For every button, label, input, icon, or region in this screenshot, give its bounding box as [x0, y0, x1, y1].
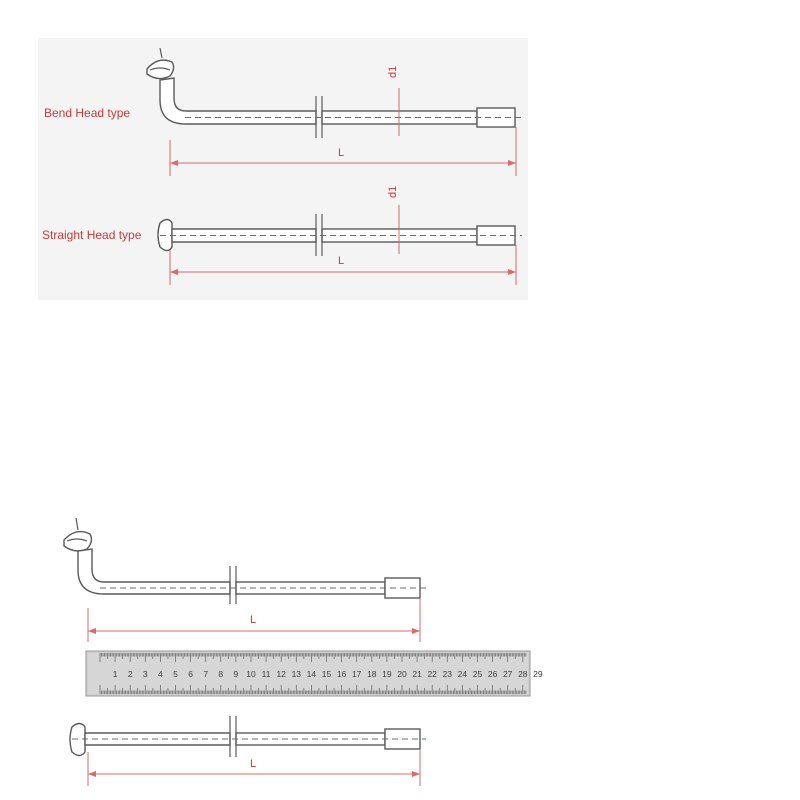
ruler-number: 19: [382, 669, 392, 679]
ruler-number: 7: [203, 669, 209, 679]
ruler-number: 20: [397, 669, 407, 679]
ruler-number: 22: [427, 669, 437, 679]
ruler: [86, 651, 543, 696]
top-panel-background: [38, 38, 528, 300]
ruler-number: 25: [472, 669, 483, 679]
ruler-number: 10: [246, 669, 256, 679]
ruler-number: 29: [533, 669, 543, 679]
straight-head-type-label: Straight Head type: [42, 228, 142, 242]
length-label-bend-bottom: L: [250, 614, 257, 626]
d1-label-straight: d1: [387, 185, 399, 198]
ruler-number: 28: [518, 669, 528, 679]
ruler-number: 3: [142, 669, 148, 679]
ruler-number: 8: [218, 669, 224, 679]
d1-label-bend: d1: [387, 65, 399, 78]
ruler-number: 26: [487, 669, 498, 679]
ruler-number: 11: [261, 669, 271, 679]
ruler-number: 13: [291, 669, 302, 679]
ruler-numbers: [113, 669, 543, 679]
ruler-number: 18: [367, 669, 377, 679]
ruler-number: 4: [158, 669, 163, 679]
bend-head-type-label: Bend Head type: [44, 106, 131, 120]
length-label-straight-bottom: L: [250, 758, 257, 770]
ruler-number: 17: [351, 669, 362, 679]
ruler-number: 21: [412, 669, 422, 679]
ruler-number: 16: [336, 669, 347, 679]
ruler-number: 23: [442, 669, 453, 679]
ruler-number: 27: [502, 669, 513, 679]
straight-head-spoke-bottom: [70, 716, 426, 757]
bend-head-spoke-bottom: [64, 518, 426, 604]
ruler-number: 12: [276, 669, 286, 679]
length-label-bend-top: L: [338, 147, 345, 159]
ruler-number: 14: [306, 669, 317, 679]
ruler-number: 9: [233, 669, 239, 679]
ruler-number: 15: [321, 669, 332, 679]
ruler-number: 24: [457, 669, 468, 679]
ruler-number: 2: [127, 669, 133, 679]
length-label-straight-top: L: [338, 255, 345, 267]
ruler-number: 5: [173, 669, 178, 679]
ruler-number: 6: [188, 669, 193, 679]
ruler-number: 1: [112, 669, 118, 679]
